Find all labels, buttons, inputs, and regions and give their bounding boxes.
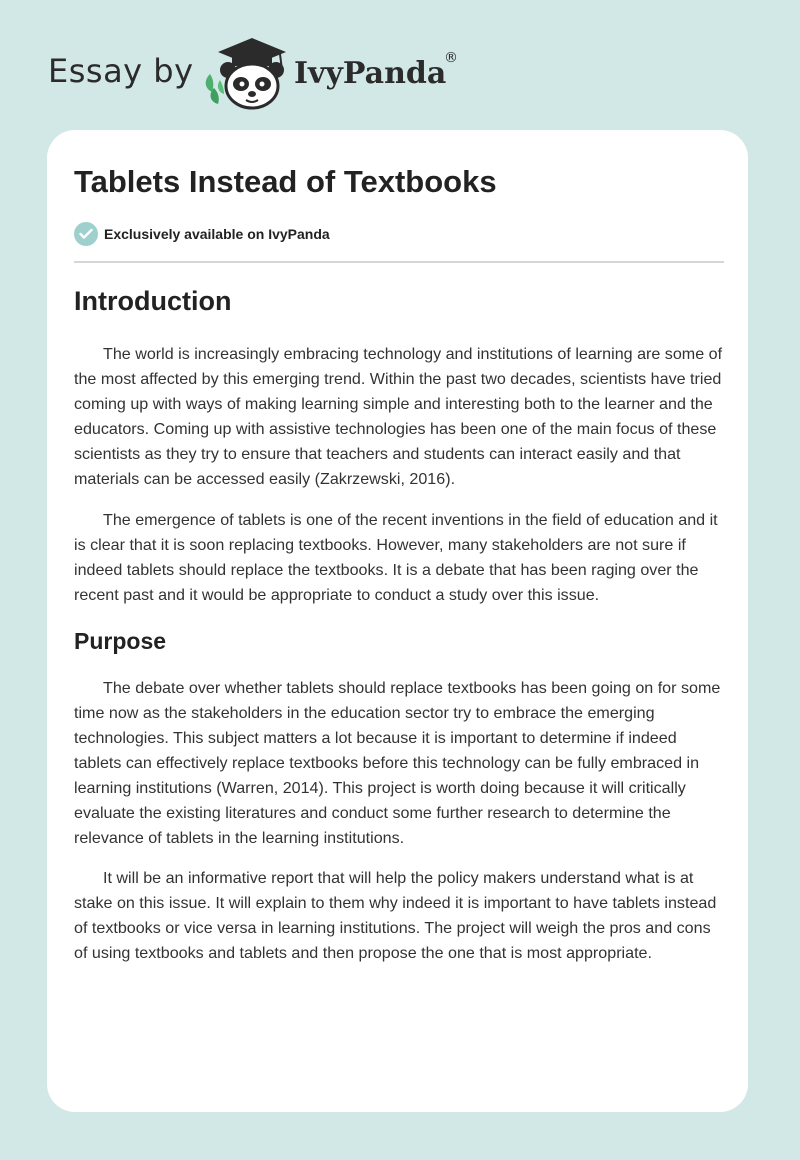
essay-by-label: Essay by (48, 52, 194, 90)
check-circle-icon (74, 222, 98, 246)
section-heading-introduction: Introduction (74, 286, 232, 316)
paragraph: The world is increasingly embracing technology and institutions of learning are some of the most affected by this emerging trend. Within the past two decades, scientists have tried coming up with ways of making learning simple and interesting both to the learner and the educators. Coming up with assistive technologies has been one of the main focus of these scientists as they try to ensure that teachers and students can interact easily and that materials can be accessed easily (Zakrzewski, 2016). (74, 345, 723, 488)
brand-name[interactable]: IvyPanda (294, 56, 447, 91)
essay-card (47, 130, 748, 1112)
exclusive-badge-text: Exclusively available on IvyPanda (104, 226, 330, 242)
section-heading-purpose: Purpose (74, 628, 167, 654)
exclusive-badge (74, 222, 330, 246)
title-divider (74, 261, 724, 263)
paragraph: It will be an informative report that will help the policy makers understand what is at stake on this issue. It will explain to them why indeed it is important to have tablets instead of textbooks or vice versa in learning institutions. The project will weigh the pros and cons of using textbooks and tablets and then propose the one that is most appropriate. (74, 869, 717, 962)
paragraph: The emergence of tablets is one of the recent inventions in the field of education and it is clear that it is soon replacing textbooks. However, many stakeholders are not sure if indeed tablets should replace the textbooks. It is a debate that has been raging over the recent past and it would be appropriate to conduct a study over this issue. (74, 511, 718, 604)
paragraph: The debate over whether tablets should replace textbooks has been going on for some time now as the stakeholders in the education sector try to embrace the emerging technologies. This subject matters a lot because it is important to determine if indeed tablets can effectively replace textbooks before this technology can be fully embraced in learning institutions (Warren, 2014). This project is worth doing because it will critically evaluate the existing literatures and conduct some further research to determine the relevance of tablets in the learning institutions. (74, 679, 721, 847)
registered-mark: ® (444, 50, 458, 66)
panda-logo-icon[interactable] (200, 34, 292, 110)
essay-title: Tablets Instead of Textbooks (74, 164, 497, 199)
site-header (48, 34, 748, 114)
